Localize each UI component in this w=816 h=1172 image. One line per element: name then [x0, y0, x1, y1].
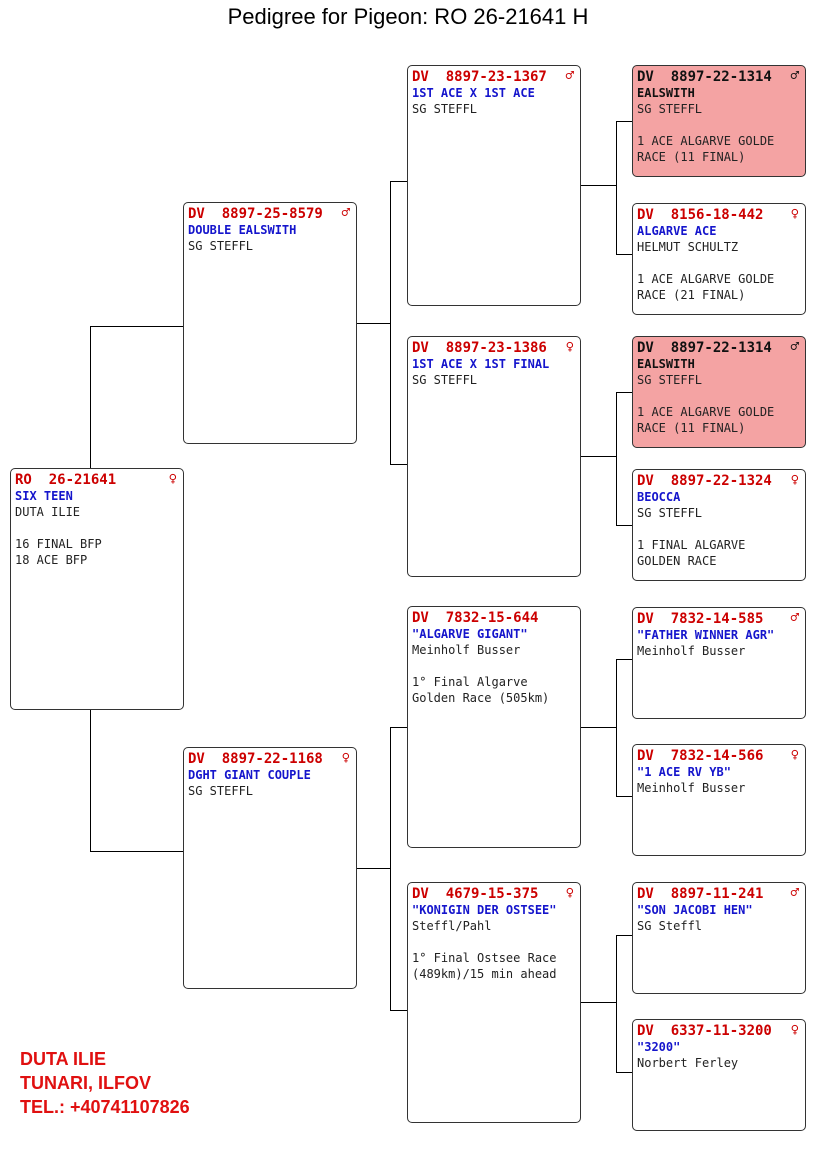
breeder-name: SG STEFFL	[412, 373, 478, 387]
ring-number: DV 8897-22-1314	[637, 69, 772, 85]
pigeon-card-ssd[interactable]	[632, 203, 806, 315]
connector	[390, 181, 391, 465]
connector	[390, 727, 391, 1011]
male-icon: ♂	[341, 205, 350, 221]
connector	[616, 392, 633, 393]
note-line: RACE (11 FINAL)	[637, 421, 746, 435]
connector	[390, 181, 408, 182]
female-icon: ♀	[565, 339, 574, 355]
connector	[356, 868, 391, 869]
breeder-name: Meinholf Busser	[637, 781, 746, 795]
breeder-name: HELMUT SCHULTZ	[637, 240, 739, 254]
ring-number: DV 8897-22-1314	[637, 340, 772, 356]
male-icon: ♂	[790, 339, 799, 355]
owner-name: DUTA ILIE	[20, 1049, 106, 1069]
female-icon: ♀	[790, 747, 799, 763]
pigeon-card-dam[interactable]	[183, 747, 357, 989]
connector	[616, 1072, 633, 1073]
breeder-name: Steffl/Pahl	[412, 919, 492, 933]
connector	[390, 1010, 408, 1011]
note-line: 1 FINAL ALGARVE	[637, 538, 746, 552]
note-line: 1° Final Ostsee Race	[412, 951, 557, 965]
pigeon-card-sss[interactable]	[632, 65, 806, 177]
connector	[90, 851, 184, 852]
pigeon-name: ALGARVE ACE	[637, 224, 717, 238]
pigeon-notes	[412, 674, 576, 706]
connector	[616, 935, 633, 936]
male-icon: ♂	[790, 68, 799, 84]
pigeon-card-ds[interactable]	[407, 606, 581, 848]
pigeon-notes	[412, 950, 576, 982]
pigeon-card-ddd[interactable]	[632, 1019, 806, 1131]
note-line: 1 ACE ALGARVE GOLDE	[637, 134, 775, 148]
ring-number: DV 7832-14-585	[637, 611, 764, 627]
pigeon-name: BEOCCA	[637, 490, 681, 504]
connector	[390, 727, 408, 728]
ring-number: RO 26-21641	[15, 472, 117, 488]
note-line: 1 ACE ALGARVE GOLDE	[637, 272, 775, 286]
female-icon: ♀	[168, 471, 177, 487]
breeder-name: SG STEFFL	[637, 506, 703, 520]
owner-phone: TEL.: +40741107826	[20, 1097, 190, 1117]
pigeon-notes	[637, 271, 801, 303]
pigeon-card-sds[interactable]	[632, 336, 806, 448]
ring-number: DV 8897-25-8579	[188, 206, 323, 222]
breeder-name: SG STEFFL	[637, 102, 703, 116]
connector	[390, 464, 408, 465]
connector	[616, 659, 617, 796]
connector	[356, 323, 391, 324]
ring-number: DV 4679-15-375	[412, 886, 539, 902]
male-icon: ♂	[790, 885, 799, 901]
breeder-name: Meinholf Busser	[637, 644, 746, 658]
breeder-name: SG STEFFL	[412, 102, 478, 116]
breeder-name: SG Steffl	[637, 919, 703, 933]
pigeon-card-dd[interactable]	[407, 882, 581, 1123]
male-icon: ♂	[790, 610, 799, 626]
ring-number: DV 7832-15-644	[412, 610, 539, 626]
pigeon-card-sdd[interactable]	[632, 469, 806, 581]
connector	[616, 392, 617, 525]
pigeon-name: EALSWITH	[637, 86, 695, 100]
note-line: (489km)/15 min ahead	[412, 967, 557, 981]
pigeon-name: "ALGARVE GIGANT"	[412, 627, 528, 641]
page-title: Pedigree for Pigeon: RO 26-21641 H	[227, 4, 589, 29]
connector	[580, 185, 617, 186]
pigeon-card-subject[interactable]	[10, 468, 184, 710]
pigeon-name: "KONIGIN DER OSTSEE"	[412, 903, 557, 917]
owner-location: TUNARI, ILFOV	[20, 1073, 151, 1093]
connector	[580, 456, 617, 457]
pigeon-card-dss[interactable]	[632, 607, 806, 719]
connector	[90, 326, 91, 468]
female-icon: ♀	[790, 206, 799, 222]
connector	[616, 796, 633, 797]
pigeon-name: SIX TEEN	[15, 489, 73, 503]
ring-number: DV 8897-22-1324	[637, 473, 772, 489]
pigeon-card-dds[interactable]	[632, 882, 806, 994]
female-icon: ♀	[790, 1022, 799, 1038]
pigeon-name: "3200"	[637, 1040, 681, 1054]
breeder-name: SG STEFFL	[188, 239, 254, 253]
connector	[580, 727, 617, 728]
pigeon-name: "SON JACOBI HEN"	[637, 903, 753, 917]
pigeon-name: DOUBLE EALSWITH	[188, 223, 297, 237]
ring-number: DV 8897-22-1168	[188, 751, 323, 767]
pigeon-notes	[637, 404, 801, 436]
connector	[580, 1002, 617, 1003]
pigeon-card-dsd[interactable]	[632, 744, 806, 856]
breeder-name: Meinholf Busser	[412, 643, 521, 657]
pigeon-card-sd[interactable]	[407, 336, 581, 577]
ring-number: DV 7832-14-566	[637, 748, 764, 764]
note-line: 1 ACE ALGARVE GOLDE	[637, 405, 775, 419]
ring-number: DV 8156-18-442	[637, 207, 764, 223]
connector	[90, 326, 184, 327]
pigeon-notes	[15, 536, 179, 568]
male-icon: ♂	[565, 68, 574, 84]
breeder-name: SG STEFFL	[637, 373, 703, 387]
female-icon: ♀	[790, 472, 799, 488]
connector	[90, 710, 91, 852]
pigeon-name: DGHT GIANT COUPLE	[188, 768, 311, 782]
connector	[616, 121, 617, 254]
pigeon-card-ss[interactable]	[407, 65, 581, 306]
connector	[616, 254, 633, 255]
note-line: Golden Race (505km)	[412, 691, 550, 705]
breeder-name: Norbert Ferley	[637, 1056, 739, 1070]
note-line: 18 ACE BFP	[15, 553, 88, 567]
note-line: RACE (21 FINAL)	[637, 288, 746, 302]
pigeon-card-sire[interactable]	[183, 202, 357, 444]
pigeon-notes	[637, 537, 801, 569]
note-line: RACE (11 FINAL)	[637, 150, 746, 164]
ring-number: DV 8897-23-1386	[412, 340, 547, 356]
ring-number: DV 8897-11-241	[637, 886, 764, 902]
connector	[616, 935, 617, 1072]
connector	[616, 525, 633, 526]
owner-contact	[20, 1047, 190, 1119]
breeder-name: DUTA ILIE	[15, 505, 81, 519]
ring-number: DV 8897-23-1367	[412, 69, 547, 85]
pigeon-name: "FATHER WINNER AGR"	[637, 628, 775, 642]
ring-number: DV 6337-11-3200	[637, 1023, 772, 1039]
note-line: GOLDEN RACE	[637, 554, 717, 568]
female-icon: ♀	[565, 885, 574, 901]
connector	[616, 121, 633, 122]
pigeon-notes	[637, 133, 801, 165]
note-line: 1° Final Algarve	[412, 675, 528, 689]
female-icon: ♀	[341, 750, 350, 766]
pigeon-name: 1ST ACE X 1ST ACE	[412, 86, 535, 100]
pigeon-name: 1ST ACE X 1ST FINAL	[412, 357, 550, 371]
connector	[616, 659, 633, 660]
pigeon-name: "1 ACE RV YB"	[637, 765, 731, 779]
breeder-name: SG STEFFL	[188, 784, 254, 798]
pigeon-name: EALSWITH	[637, 357, 695, 371]
note-line: 16 FINAL BFP	[15, 537, 102, 551]
